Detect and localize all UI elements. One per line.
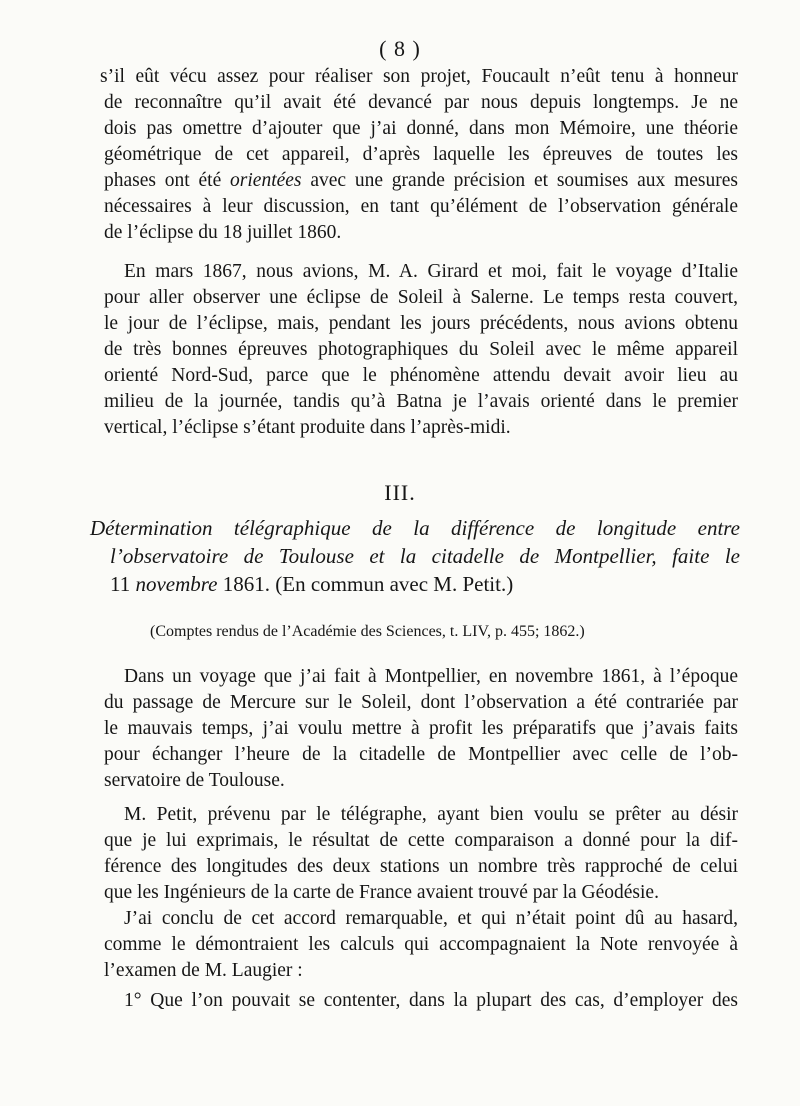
text-line: férence des longitudes des deux stations un nombre très rapproché de celui	[104, 856, 738, 877]
paragraph-conclusion	[104, 906, 738, 984]
text-line: En mars 1867, nous avions, M. A. Girard et moi, fait le voyage d’Italie	[124, 261, 738, 282]
text-line: servatoire de Toulouse.	[104, 770, 285, 791]
text-line: nécessaires à leur discussion, en tant qu’élément de l’observation générale	[104, 196, 738, 217]
text-line: pour aller observer une éclipse de Soleil à Salerne. Le temps resta couvert,	[104, 287, 738, 308]
text-line: que je lui exprimais, le résultat de cette comparaison a donné pour la dif-	[104, 830, 738, 851]
citation: (Comptes rendus de l’Académie des Sciences, t. LIV, p. 455; 1862.)	[150, 623, 585, 640]
text-line: orienté Nord-Sud, parce que le phénomène attendu devait avoir lieu au	[104, 365, 738, 386]
text-line: milieu de la journée, tandis qu’à Batna je l’avais orienté dans le premier	[104, 391, 738, 412]
paragraph-intro	[100, 64, 738, 246]
text-line: pour échanger l’heure de la citadelle de Montpellier avec celle de l’ob-	[104, 744, 738, 765]
text-line: Dans un voyage que j’ai fait à Montpellier, en novembre 1861, à l’époque	[124, 666, 738, 687]
title-line: l’observatoire de Toulouse et la citadelle de Montpellier, faite le	[110, 544, 740, 568]
paragraph-petit	[104, 802, 738, 906]
text-line: M. Petit, prévenu par le télégraphe, ayant bien voulu se prêter au désir	[124, 804, 738, 825]
emphasis-orientees: orientées	[230, 170, 302, 191]
text-line	[104, 168, 738, 194]
text-line: comme le démontraient les calculs qui accompagnaient la Note renvoyée à	[104, 934, 738, 955]
paragraph-mars-1867	[104, 259, 738, 441]
text-line: de très bonnes épreuves photographiques du Soleil avec le même appareil	[104, 339, 738, 360]
text-line: de reconnaître qu’il avait été devancé par nous depuis longtemps. Je ne	[104, 92, 738, 113]
text-line: le jour de l’éclipse, mais, pendant les jours précédents, nous avions obtenu	[104, 313, 738, 334]
paragraph-voyage	[104, 664, 738, 794]
text-fragment: avec une grande précision et soumises aux mesures	[301, 170, 738, 191]
text-line: l’examen de M. Laugier :	[104, 960, 303, 981]
text-line: dois pas omettre d’ajouter que j’ai donné, dans mon Mémoire, une théorie	[104, 118, 738, 139]
text-fragment: phases ont été	[104, 170, 231, 191]
section-title	[90, 514, 740, 598]
text-line: vertical, l’éclipse s’étant produite dans l’après-midi.	[104, 417, 511, 438]
title-line: Détermination télégraphique de la différence de longitude entre	[90, 516, 740, 540]
text-line: 1° Que l’on pouvait se contenter, dans la plupart des cas, d’employer des	[124, 990, 738, 1011]
text-line: géométrique de cet appareil, d’après laquelle les épreuves de toutes les	[104, 144, 738, 165]
text-line: le mauvais temps, j’ai voulu mettre à profit les préparatifs que j’avais faits	[104, 718, 738, 739]
text-line: J’ai conclu de cet accord remarquable, et qui n’était point dû au hasard,	[124, 908, 738, 929]
title-line	[90, 570, 740, 598]
section-number: III.	[384, 480, 416, 505]
text-line: de l’éclipse du 18 juillet 1860.	[104, 222, 342, 243]
text-line: que les Ingénieurs de la carte de France avaient trouvé par la Géodésie.	[104, 882, 659, 903]
text-line: s’il eût vécu assez pour réaliser son projet, Foucault n’eût tenu à honneur	[100, 66, 738, 87]
paragraph-first-point	[104, 988, 738, 1014]
text-line: du passage de Mercure sur le Soleil, dont l’observation a été contrariée par	[104, 692, 738, 713]
title-fragment-italic: novembre	[135, 572, 218, 596]
page-number: ( 8 )	[379, 36, 421, 61]
title-fragment: 11	[110, 572, 136, 596]
title-fragment: 1861. (En commun avec M. Petit.)	[217, 572, 514, 596]
